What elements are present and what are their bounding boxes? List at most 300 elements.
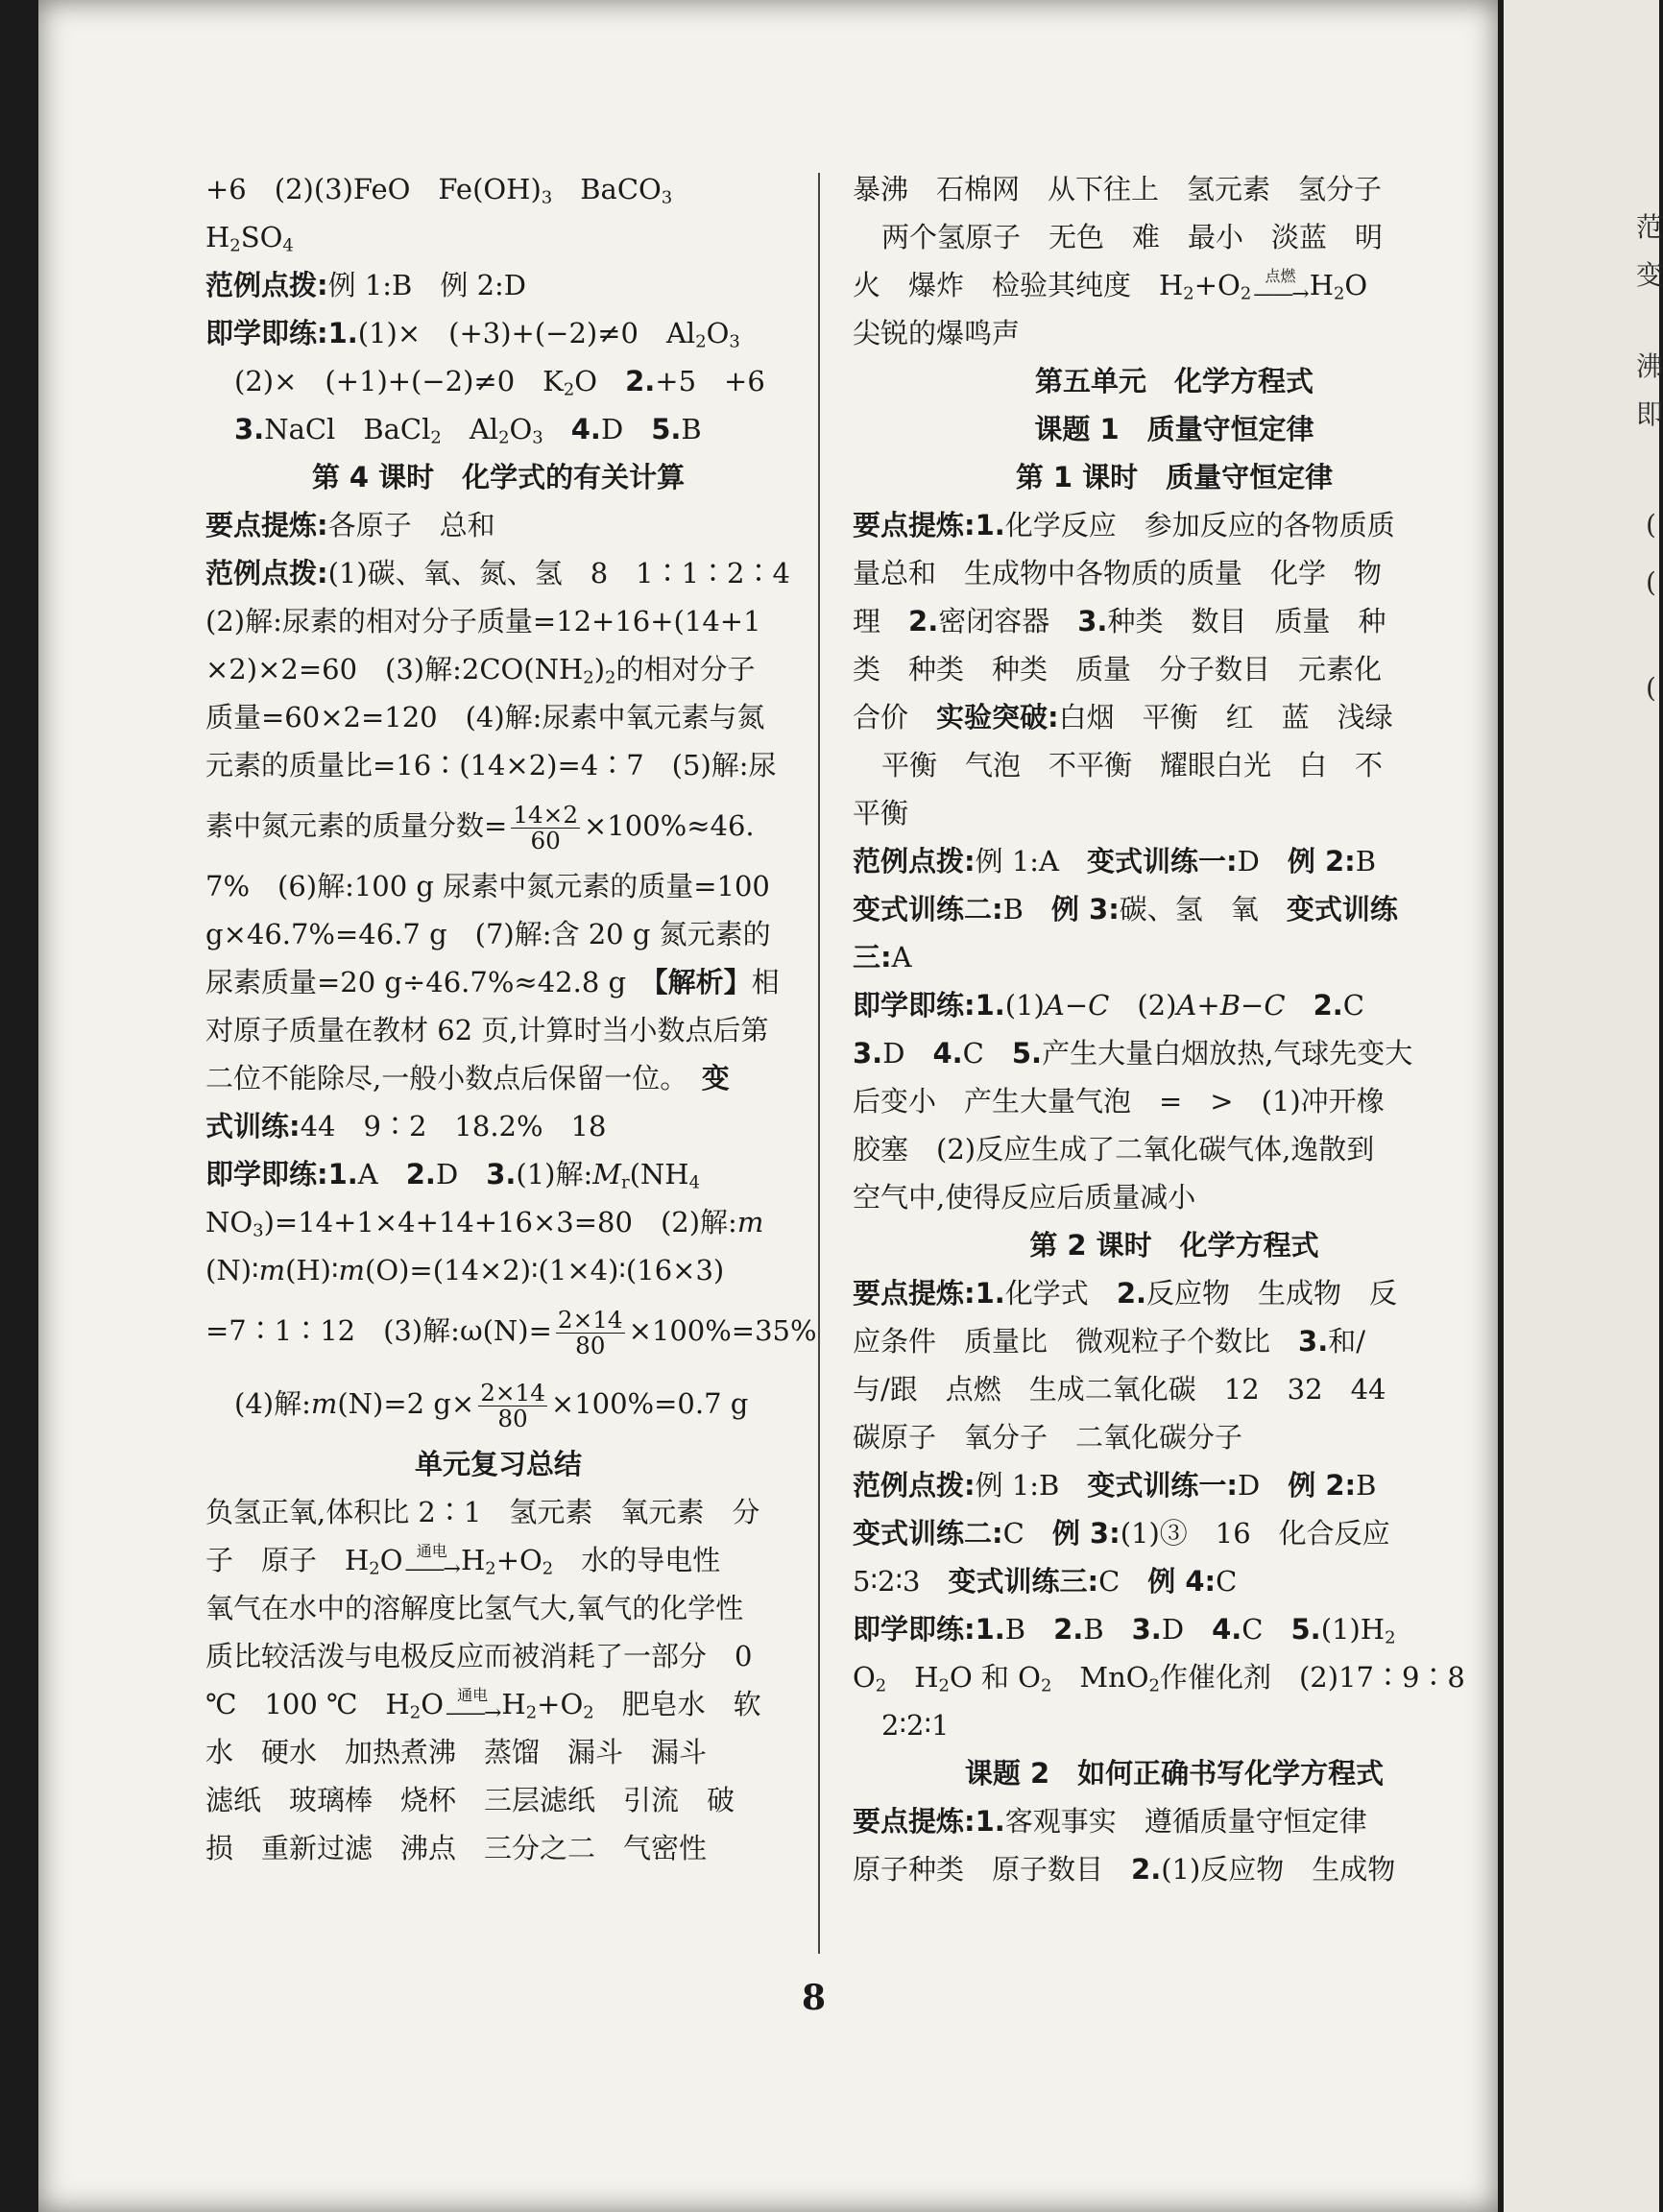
- subscript: 2: [1385, 1627, 1396, 1648]
- bold-label: 变式训练二:: [853, 893, 1003, 926]
- text-line: [205, 1824, 791, 1872]
- text-run: D: [435, 1158, 487, 1190]
- text-run: 作催化剂 (2)17∶9∶8: [1159, 1661, 1465, 1694]
- text-run: 质比较活泼与电极反应而被消耗了一部分 0: [205, 1640, 753, 1672]
- text-line: [205, 789, 791, 862]
- bold-label: 5.: [1011, 1037, 1043, 1070]
- bold-label: 变式训练三:: [948, 1565, 1099, 1598]
- text-line: [205, 1536, 791, 1584]
- italic-symbol: A: [1176, 989, 1197, 1022]
- text-line: [205, 741, 791, 789]
- bold-label: 2.: [625, 365, 656, 397]
- text-run: 各原子 总和: [327, 509, 495, 541]
- text-line: [853, 1413, 1496, 1461]
- text-run: =7∶1∶12 (3)解:ω(N)=: [205, 1314, 552, 1347]
- text-line: [853, 1221, 1496, 1269]
- text-line: [853, 1365, 1496, 1413]
- text-line: [853, 1077, 1496, 1125]
- text-run: 种类 数目 质量 种: [1107, 605, 1386, 637]
- italic-symbol: m: [310, 1387, 338, 1420]
- next-page-fragment: 沸: [1636, 350, 1663, 382]
- text-run: C: [1098, 1565, 1148, 1598]
- text-line: [853, 261, 1496, 309]
- text-run: 水的导电性: [553, 1544, 721, 1576]
- text-run: A: [891, 941, 912, 974]
- text-run: MnO: [1051, 1661, 1149, 1694]
- text-line: [205, 1488, 791, 1536]
- bold-label: 变式训练: [1286, 893, 1398, 926]
- text-line: [853, 1029, 1496, 1077]
- bold-label: 5.: [651, 413, 682, 445]
- subscript: 2: [409, 1702, 422, 1723]
- text-line: [853, 1797, 1496, 1845]
- text-run: (1): [1004, 989, 1045, 1022]
- subscript: 4: [282, 235, 294, 256]
- text-line: [853, 693, 1496, 741]
- text-run: 产生大量白烟放热,气球先变大: [1042, 1037, 1413, 1070]
- bold-label: 3.: [853, 1037, 883, 1070]
- bold-label: 即学即练:1.: [853, 1613, 1005, 1646]
- text-run: 对原子质量在教材 62 页,计算时当小数点后第: [205, 1014, 769, 1046]
- subscript: 4: [688, 1172, 700, 1193]
- text-run: 尿素质量=20 g÷46.7%≈42.8 g: [205, 966, 655, 998]
- next-page-edge: [1504, 0, 1663, 2212]
- fraction-numerator: 2×14: [557, 1305, 623, 1334]
- text-run: 和/: [1328, 1325, 1365, 1358]
- text-run: 类 种类 种类 质量 分子数目 元素化: [853, 653, 1383, 685]
- bold-label: 3.: [1298, 1325, 1329, 1358]
- text-run: 碳原子 氧分子 二氧化碳分子: [853, 1421, 1243, 1454]
- text-run: +O: [495, 1544, 542, 1576]
- text-line: [853, 549, 1496, 597]
- text-run: 后变小 产生大量气泡 = > (1)冲开橡: [853, 1085, 1385, 1118]
- text-line: [205, 1680, 791, 1728]
- text-line: [205, 165, 791, 213]
- subscript: 2: [583, 667, 594, 688]
- text-run: ℃ 100 ℃ H: [205, 1688, 410, 1720]
- text-run: (2): [1109, 989, 1177, 1022]
- fraction-numerator: 14×2: [513, 800, 578, 829]
- text-run: (NH: [629, 1158, 689, 1190]
- text-run: 理: [853, 605, 909, 637]
- text-run: 胶塞 (2)反应生成了二氧化碳气体,逸散到: [853, 1133, 1375, 1166]
- text-run: (1)解:: [516, 1158, 593, 1190]
- text-run: B: [1004, 1613, 1054, 1646]
- bold-label: 【解析】: [654, 966, 752, 998]
- text-run: [543, 413, 571, 445]
- next-page-fragment: 变: [1636, 259, 1663, 291]
- text-run: H: [205, 221, 230, 253]
- page-number: 8: [802, 1978, 827, 2018]
- text-line: [853, 1173, 1496, 1221]
- fraction-denominator: 60: [530, 826, 561, 854]
- subscript: 3: [729, 331, 740, 352]
- bold-label: 3.: [1131, 1613, 1162, 1646]
- bold-label: 4.: [570, 413, 601, 445]
- text-line: [205, 1367, 791, 1440]
- italic-symbol: m: [736, 1206, 764, 1238]
- bold-label: 4.: [932, 1037, 963, 1070]
- text-run: D: [882, 1037, 933, 1070]
- text-run: O: [421, 1688, 444, 1720]
- text-run: (O)=(14×2)∶(1×4)∶(16×3): [365, 1254, 725, 1286]
- text-line: [205, 501, 791, 549]
- text-line: [853, 741, 1496, 789]
- subscript: 2: [525, 1702, 538, 1723]
- bold-label: 变式训练一:: [1087, 845, 1238, 878]
- text-line: [205, 597, 791, 645]
- text-run: 平衡: [853, 797, 909, 830]
- text-line: [205, 693, 791, 741]
- text-line: [853, 405, 1496, 453]
- left-column: [205, 165, 817, 1872]
- text-line: [205, 1584, 791, 1632]
- subscript: 2: [583, 1702, 594, 1723]
- text-line: [853, 1509, 1496, 1557]
- text-run: (2)× (+1)+(−2)≠0 K: [234, 365, 564, 397]
- text-run: O: [379, 1544, 403, 1576]
- bold-label: 例 2:: [1288, 1469, 1357, 1502]
- text-run: C: [1241, 1613, 1291, 1646]
- italic-symbol: B: [1219, 989, 1241, 1022]
- text-run: 例 1:B 例 2:D: [327, 269, 527, 301]
- bold-label: 要点提炼:1.: [853, 509, 1005, 541]
- text-run: D: [1237, 845, 1288, 878]
- text-run: 化学式: [1004, 1277, 1117, 1310]
- text-run: 水 硬水 加热煮沸 蒸馏 漏斗 漏斗: [205, 1736, 708, 1768]
- text-line: [853, 357, 1496, 405]
- fraction: [478, 1378, 547, 1432]
- text-run: B: [681, 413, 702, 445]
- text-run: O: [574, 365, 626, 397]
- subscript: 2: [498, 427, 510, 448]
- text-line: [205, 1102, 791, 1150]
- text-line: [853, 1557, 1496, 1605]
- subscript: 2: [369, 1558, 380, 1579]
- text-line: [853, 1125, 1496, 1173]
- subscript: 2: [1240, 283, 1252, 304]
- bold-label: 变: [701, 1062, 730, 1094]
- text-line: [853, 837, 1496, 885]
- bold-label: 4.: [1212, 1613, 1242, 1646]
- text-run: 44 9∶2 18.2% 18: [300, 1110, 607, 1142]
- bold-label: 2.: [1131, 1853, 1162, 1886]
- text-run: 2∶2∶1: [881, 1709, 950, 1742]
- fraction-denominator: 80: [497, 1404, 528, 1432]
- section-heading: 课题 1 质量守恒定律: [1034, 413, 1314, 445]
- subscript: 3: [661, 187, 673, 208]
- text-line: [853, 213, 1496, 261]
- text-run: g×46.7%=46.7 g (7)解:含 20 g 氮元素的: [205, 918, 771, 950]
- text-run: C: [1342, 989, 1364, 1022]
- bold-label: 2.: [1116, 1277, 1147, 1310]
- bold-label: 要点提炼:: [205, 509, 328, 541]
- bold-label: 3.: [486, 1158, 517, 1190]
- text-run: 例 1:A: [975, 845, 1087, 878]
- text-line: [205, 1054, 791, 1102]
- text-line: [853, 1701, 1496, 1749]
- column-divider: [818, 173, 820, 1954]
- section-heading: 第 1 课时 质量守恒定律: [1015, 461, 1334, 493]
- subscript: 2: [1040, 1675, 1052, 1696]
- text-line: [205, 405, 791, 453]
- text-line: [205, 1294, 817, 1367]
- text-run: 空气中,使得反应后质量减小: [853, 1181, 1196, 1214]
- text-run: D: [1161, 1613, 1213, 1646]
- bold-label: 三:: [853, 941, 892, 974]
- text-run: 密闭容器: [938, 605, 1078, 637]
- text-run: H: [1309, 269, 1334, 301]
- text-run: 子 原子 H: [205, 1544, 370, 1576]
- bold-label: 3.: [1077, 605, 1108, 637]
- next-page-fragment: (: [1646, 509, 1656, 541]
- text-run: Al: [441, 413, 499, 445]
- text-run: −: [1064, 989, 1089, 1022]
- arrow-icon: ——→: [1253, 282, 1308, 306]
- text-run: BaCO: [552, 173, 662, 205]
- bold-label: 2.: [405, 1158, 436, 1190]
- section-heading: 单元复习总结: [414, 1448, 582, 1480]
- bold-label: 即学即练:1.: [853, 989, 1005, 1022]
- bold-label: 要点提炼:1.: [853, 1805, 1005, 1838]
- text-run: 暴沸 石棉网 从下往上 氢元素 氢分子: [853, 173, 1383, 205]
- text-run: 两个氢原子 无色 难 最小 淡蓝 明: [881, 221, 1384, 253]
- bold-label: 即学即练:1.: [205, 317, 358, 349]
- reaction-arrow: [1253, 269, 1307, 305]
- text-run: 量总和 生成物中各物质的质量 化学 物: [853, 557, 1383, 589]
- subscript: 2: [938, 1675, 950, 1696]
- bold-label: 3.: [234, 413, 265, 445]
- subscript: 3: [253, 1220, 264, 1241]
- text-run: 氧气在水中的溶解度比氢气大,氧气的化学性: [205, 1592, 744, 1624]
- text-run: (1)× (+3)+(−2)≠0 Al: [357, 317, 696, 349]
- text-run: 7% (6)解:100 g 尿素中氮元素的质量=100: [205, 870, 770, 902]
- text-line: [853, 981, 1496, 1029]
- arrow-icon: ——→: [445, 1701, 500, 1725]
- text-run: 的相对分子: [615, 653, 756, 685]
- bold-label: 2.: [908, 605, 939, 637]
- bold-label: 2.: [1313, 989, 1343, 1022]
- text-run: +O: [1193, 269, 1241, 301]
- text-run: (1)③ 16 化合反应: [1120, 1517, 1390, 1550]
- text-run: 二位不能除尽,一般小数点后保留一位。: [205, 1062, 702, 1094]
- text-line: [853, 1653, 1496, 1701]
- bold-label: 范例点拨:: [205, 269, 328, 301]
- text-line: [853, 597, 1496, 645]
- subscript: 2: [605, 667, 616, 688]
- next-page-fragment: 即: [1636, 398, 1663, 430]
- text-run: ×100%=0.7 g: [550, 1387, 749, 1420]
- italic-symbol: M: [592, 1158, 621, 1190]
- text-run: (H)∶: [285, 1254, 339, 1286]
- text-line: [205, 1776, 791, 1824]
- bold-label: 5.: [1290, 1613, 1321, 1646]
- text-line: [205, 357, 791, 405]
- bold-label: 例 2:: [1287, 845, 1356, 878]
- reaction-arrow: [446, 1688, 499, 1724]
- text-run: ×100%=35%: [628, 1314, 817, 1347]
- reaction-condition: 通电: [416, 1542, 447, 1560]
- text-run: (1)碳、氧、氮、氢 8 1∶1∶2∶4: [327, 557, 790, 589]
- arrow-icon: ——→: [404, 1557, 459, 1581]
- text-run: (1)H: [1320, 1613, 1386, 1646]
- bold-label: 例 4:: [1147, 1565, 1217, 1598]
- bold-label: 范例点拨:: [853, 845, 976, 878]
- text-run: +5 +6: [655, 365, 765, 397]
- text-run: C: [1002, 1517, 1052, 1550]
- text-line: [853, 1845, 1496, 1893]
- text-line: [205, 453, 791, 501]
- text-run: 尖锐的爆鸣声: [853, 317, 1021, 349]
- text-line: [205, 862, 791, 910]
- text-run: (N)∶: [205, 1254, 259, 1286]
- text-run: H: [501, 1688, 526, 1720]
- text-line: [853, 645, 1496, 693]
- reaction-condition: 通电: [457, 1686, 489, 1704]
- subscript: 3: [541, 187, 553, 208]
- text-line: [853, 1317, 1496, 1365]
- text-line: [853, 501, 1496, 549]
- text-run: 元素的质量比=16∶(14×2)=4∶7 (5)解:尿: [205, 749, 777, 781]
- subscript: 2: [1333, 283, 1345, 304]
- text-line: [205, 1006, 791, 1054]
- text-line: [853, 933, 1496, 981]
- text-line: [205, 1198, 791, 1246]
- text-line: [853, 1749, 1496, 1797]
- text-run: B: [1083, 1613, 1132, 1646]
- text-run: A: [357, 1158, 406, 1190]
- text-run: ): [593, 653, 606, 685]
- text-run: 负氢正氧,体积比 2∶1 氢元素 氧元素 分: [205, 1496, 760, 1528]
- text-run: 滤纸 玻璃棒 烧杯 三层滤纸 引流 破: [205, 1784, 735, 1816]
- text-run: C: [962, 1037, 1012, 1070]
- text-line: [853, 309, 1496, 357]
- section-heading: 第 2 课时 化学方程式: [1029, 1229, 1319, 1262]
- text-run: 质量=60×2=120 (4)解:尿素中氧元素与氮: [205, 701, 765, 733]
- text-run: +: [1196, 989, 1220, 1022]
- text-run: B: [1356, 1469, 1377, 1502]
- subscript: 2: [563, 379, 575, 400]
- bold-label: 即学即练:1.: [205, 1158, 358, 1190]
- next-page-fragment: (: [1646, 672, 1656, 704]
- text-line: [205, 1728, 791, 1776]
- text-run: 火 爆炸 检验其纯度 H: [853, 269, 1184, 301]
- text-run: −: [1241, 989, 1265, 1022]
- text-run: 肥皂水 软: [593, 1688, 761, 1720]
- text-line: [205, 1632, 791, 1680]
- text-run: (N)=2 g×: [337, 1387, 475, 1420]
- fraction-denominator: 80: [575, 1331, 606, 1359]
- text-line: [205, 1150, 791, 1198]
- text-run: 原子种类 原子数目: [853, 1853, 1132, 1886]
- italic-symbol: C: [1088, 989, 1110, 1022]
- italic-symbol: A: [1044, 989, 1065, 1022]
- text-run: O: [853, 1661, 876, 1694]
- bold-label: 例 3:: [1051, 1517, 1121, 1550]
- text-line: [205, 645, 791, 693]
- text-line: [205, 261, 791, 309]
- text-run: O: [509, 413, 533, 445]
- next-page-fragment: 范: [1636, 211, 1663, 243]
- text-run: B: [1355, 845, 1377, 878]
- subscript: 2: [430, 427, 442, 448]
- text-run: 与/跟 点燃 生成二氧化碳 12 32 44: [853, 1373, 1386, 1406]
- text-run: D: [1237, 1469, 1289, 1502]
- text-run: O 和 O: [949, 1661, 1041, 1694]
- bold-label: 例 3:: [1050, 893, 1120, 926]
- text-run: NO: [205, 1206, 253, 1238]
- subscript: 2: [229, 235, 241, 256]
- text-line: [205, 1440, 791, 1488]
- bold-label: 变式训练二:: [853, 1517, 1003, 1550]
- text-line: [205, 549, 791, 597]
- text-run: H: [460, 1544, 486, 1576]
- subscript: r: [620, 1172, 630, 1193]
- text-line: [853, 1269, 1496, 1317]
- subscript: 2: [485, 1558, 496, 1579]
- text-line: [853, 1605, 1496, 1653]
- fraction-numerator: 2×14: [480, 1378, 545, 1407]
- text-run: (4)解:: [234, 1387, 311, 1420]
- bold-label: 实验突破:: [936, 701, 1059, 733]
- text-run: (2)解:尿素的相对分子质量=12+16+(14+1: [205, 605, 761, 637]
- text-line: [853, 1461, 1496, 1509]
- bold-label: 要点提炼:1.: [853, 1277, 1005, 1310]
- text-run: SO: [240, 221, 283, 253]
- bold-label: 变式训练一:: [1087, 1469, 1238, 1502]
- text-run: ×100%≈46.: [584, 809, 755, 842]
- fraction: [511, 800, 580, 854]
- reaction-arrow: [405, 1544, 459, 1580]
- text-line: [205, 958, 791, 1006]
- text-run: 客观事实 遵循质量守恒定律: [1004, 1805, 1367, 1838]
- text-run: 素中氮元素的质量分数=: [205, 809, 508, 842]
- text-run: 白烟 平衡 红 蓝 浅绿: [1058, 701, 1393, 733]
- text-line: [205, 213, 791, 261]
- bold-label: 2.: [1053, 1613, 1084, 1646]
- text-run: (1)反应物 生成物: [1161, 1853, 1396, 1886]
- text-line: [205, 309, 791, 357]
- text-run: 平衡 气泡 不平衡 耀眼白光 白 不: [881, 749, 1384, 781]
- text-run: 应条件 质量比 微观粒子个数比: [853, 1325, 1299, 1358]
- text-run: +O: [537, 1688, 584, 1720]
- text-line: [205, 1246, 791, 1294]
- text-line: [853, 165, 1496, 213]
- next-page-fragment: (: [1646, 566, 1656, 598]
- text-line: [853, 885, 1496, 933]
- italic-symbol: m: [338, 1254, 366, 1286]
- text-run: H: [886, 1661, 939, 1694]
- text-run: O: [706, 317, 730, 349]
- text-run: B: [1002, 893, 1051, 926]
- text-line: [853, 789, 1496, 837]
- text-run: 反应物 生成物 反: [1146, 1277, 1398, 1310]
- text-run: [1286, 989, 1314, 1022]
- text-run: D: [600, 413, 652, 445]
- text-run: NaCl BaCl: [264, 413, 431, 445]
- text-run: +6 (2)(3)FeO Fe(OH): [205, 173, 542, 205]
- text-run: 相: [751, 966, 780, 998]
- text-line: [205, 910, 791, 958]
- text-run: 化学反应 参加反应的各物质质: [1004, 509, 1395, 541]
- text-run: 合价: [853, 701, 937, 733]
- text-run: O: [1344, 269, 1368, 301]
- text-run: C: [1216, 1565, 1238, 1598]
- text-run: 5∶2∶3: [853, 1565, 949, 1598]
- text-run: 损 重新过滤 沸点 三分之二 气密性: [205, 1832, 708, 1864]
- text-run: ×2)×2=60 (3)解:2CO(NH: [205, 653, 584, 685]
- section-heading: 课题 2 如何正确书写化学方程式: [964, 1757, 1385, 1790]
